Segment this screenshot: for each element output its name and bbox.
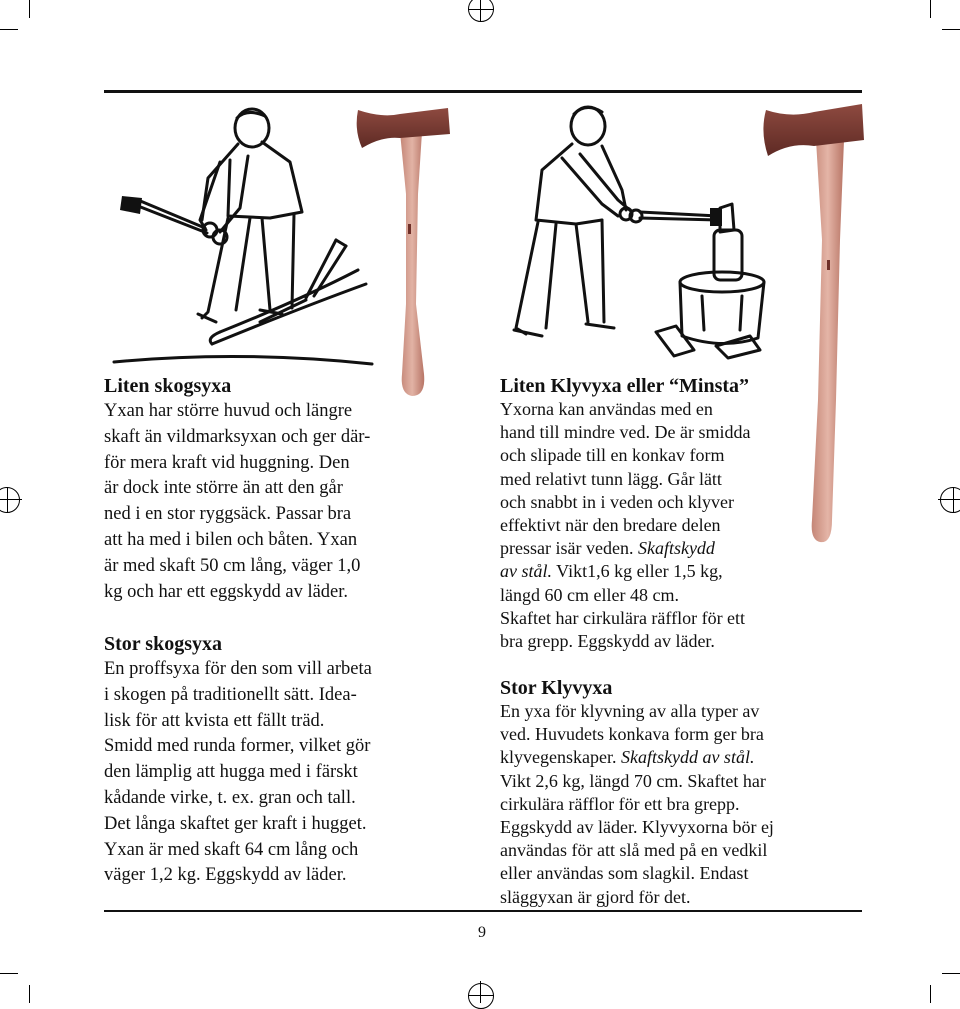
- text-line: cirkulära räfflor för ett bra grepp.: [500, 793, 740, 814]
- text-line: att ha med i bilen och båten. Yxan: [104, 529, 358, 550]
- text-segment: klyvegenskaper.: [500, 747, 621, 768]
- text-line: längd 60 cm eller 48 cm.: [500, 584, 679, 605]
- text-line: med relativt tunn lägg. Går lätt: [500, 468, 722, 489]
- text-emphasis: Skaftskydd av stål.: [620, 747, 755, 768]
- heading-stor-skogsyxa: Stor skogsyxa: [104, 633, 222, 655]
- text-segment: pressar isär veden.: [500, 538, 638, 559]
- text-line: Yxan har större huvud och längre: [104, 401, 353, 421]
- text-line: bra grepp. Eggskydd av läder.: [500, 631, 715, 652]
- text-line: ned i en stor ryggsäck. Passar bra: [104, 504, 352, 525]
- text-line: Smidd med runda former, vilket gör: [104, 736, 371, 757]
- registration-mark-top: [468, 0, 494, 22]
- text-line: Yxorna kan användas med en: [500, 399, 713, 419]
- text-line: ved. Huvudets konkava form ger bra: [500, 724, 764, 745]
- crop-mark-bottom-right-v: [930, 985, 931, 1003]
- text-line: Vikt 2,6 kg, längd 70 cm. Skaftet har: [500, 770, 766, 791]
- heading-liten-klyvyxa: Liten Klyvyxa eller “Minsta”: [500, 375, 750, 397]
- text-line: [500, 537, 750, 560]
- illustration-man-chopping-branch: [110, 100, 380, 370]
- text-line: för mera kraft vid huggning. Den: [104, 452, 350, 473]
- text-line: effektivt när den bredare delen: [500, 515, 721, 536]
- text-line: är dock inte större än att den går: [104, 478, 343, 499]
- text-line: släggyxan är gjord för det.: [500, 886, 691, 907]
- text-line: Yxan är med skaft 64 cm lång och: [104, 839, 359, 860]
- text-line: En proffsyxa för den som vill arbeta: [104, 659, 372, 679]
- bottom-rule: [104, 910, 862, 912]
- text-line: Skaftet har cirkulära räfflor för ett: [500, 607, 746, 628]
- crop-mark-bottom-left-v: [29, 985, 30, 1003]
- text-line: kg och har ett eggskydd av läder.: [104, 581, 349, 602]
- text-segment: Vikt1,6 kg eller 1,5 kg,: [552, 561, 723, 582]
- text-liten-klyvyxa: [500, 398, 750, 653]
- text-line: den lämplig att hugga med i färskt: [104, 762, 358, 783]
- text-line: [500, 746, 774, 769]
- text-line: kådande virke, t. ex. gran och tall.: [104, 787, 356, 808]
- text-line: och slipade till en konkav form: [500, 445, 725, 466]
- top-rule: [104, 90, 862, 93]
- crop-mark-bottom-left-h: [0, 973, 18, 974]
- text-line: hand till mindre ved. De är smidda: [500, 422, 751, 443]
- registration-mark-left: [0, 487, 22, 513]
- crop-mark-top-right-v: [930, 0, 931, 18]
- text-line: väger 1,2 kg. Eggskydd av läder.: [104, 865, 347, 886]
- heading-stor-klyvyxa: Stor Klyvyxa: [500, 677, 613, 699]
- heading-liten-skogsyxa: Liten skogsyxa: [104, 375, 232, 397]
- illustration-man-splitting-wood: [506, 100, 776, 360]
- crop-mark-top-left-v: [29, 0, 30, 18]
- text-line: lisk för att kvista ett fällt träd.: [104, 710, 325, 731]
- text-stor-skogsyxa: [104, 657, 372, 889]
- axe-photo-liten-klyvyxa: [760, 100, 870, 546]
- text-stor-klyvyxa: [500, 700, 774, 909]
- text-line: är med skaft 50 cm lång, väger 1,0: [104, 555, 361, 576]
- text-line: Eggskydd av läder. Klyvyxorna bör ej: [500, 817, 774, 838]
- text-emphasis: av stål.: [500, 561, 552, 582]
- text-line: En yxa för klyvning av alla typer av: [500, 701, 760, 721]
- crop-mark-bottom-right-h: [942, 973, 960, 974]
- text-emphasis: Skaftskydd: [637, 538, 715, 559]
- text-line: och snabbt in i veden och klyver: [500, 491, 734, 512]
- text-line: [500, 560, 750, 583]
- text-line: skaft än vildmarksyxan och ger där-: [104, 426, 371, 447]
- text-line: i skogen på traditionellt sätt. Idea-: [104, 684, 357, 705]
- registration-mark-bottom: [468, 981, 494, 1003]
- page-number: 9: [478, 924, 486, 941]
- text-liten-skogsyxa: [104, 399, 370, 605]
- registration-mark-right: [938, 487, 960, 513]
- crop-mark-top-left-h: [0, 29, 18, 30]
- text-line: eller användas som slagkil. Endast: [500, 863, 749, 884]
- text-line: användas för att slå med på en vedkil: [500, 840, 768, 861]
- crop-mark-top-right-h: [942, 29, 960, 30]
- text-line: Det långa skaftet ger kraft i hugget.: [104, 813, 367, 834]
- axe-photo-liten-skogsyxa: [352, 104, 462, 400]
